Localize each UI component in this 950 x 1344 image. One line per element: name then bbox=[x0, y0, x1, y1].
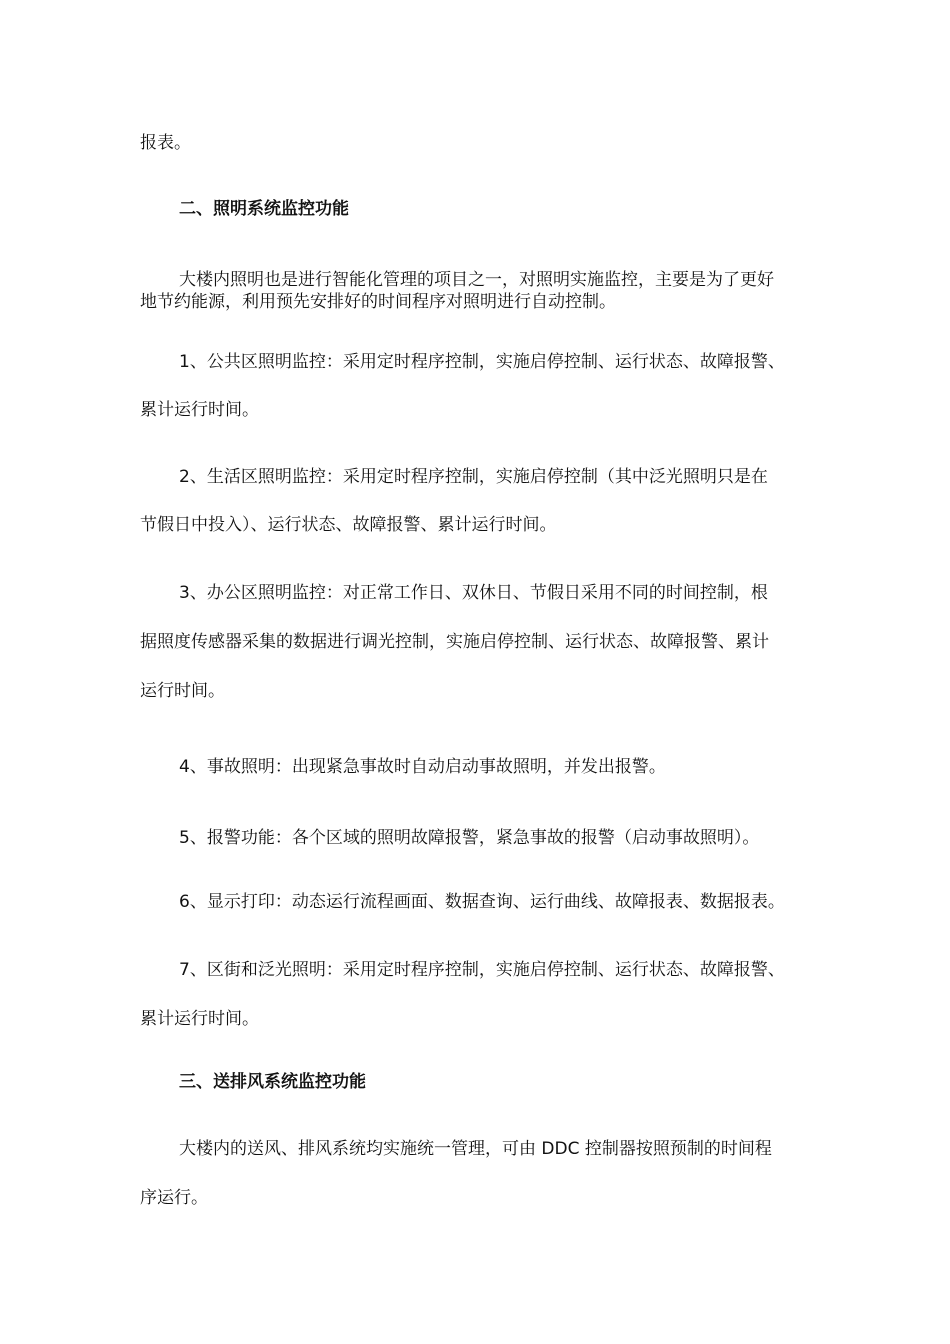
list-item-6-line: 6、显示打印：动态运行流程画面、数据查询、运行曲线、故障报表、数据报表。 bbox=[179, 892, 785, 912]
list-item-5-line: 5、报警功能：各个区域的照明故障报警，紧急事故的报警（启动事故照明）。 bbox=[179, 828, 760, 848]
section-heading-ventilation: 三、送排风系统监控功能 bbox=[179, 1072, 366, 1092]
paragraph-line: 报表。 bbox=[140, 133, 191, 153]
paragraph-line: 地节约能源，利用预先安排好的时间程序对照明进行自动控制。 bbox=[140, 292, 616, 312]
list-item-1-line: 累计运行时间。 bbox=[140, 400, 259, 420]
list-item-4-line: 4、事故照明：出现紧急事故时自动启动事故照明，并发出报警。 bbox=[179, 757, 666, 777]
list-item-1-line: 1、公共区照明监控：采用定时程序控制，实施启停控制、运行状态、故障报警、 bbox=[179, 352, 785, 372]
list-item-3-line: 运行时间。 bbox=[140, 681, 225, 701]
paragraph-line: 序运行。 bbox=[140, 1188, 208, 1208]
list-item-2-line: 节假日中投入）、运行状态、故障报警、累计运行时间。 bbox=[140, 515, 557, 535]
list-item-2-line: 2、生活区照明监控：采用定时程序控制，实施启停控制（其中泛光照明只是在 bbox=[179, 467, 768, 487]
paragraph-line: 大楼内照明也是进行智能化管理的项目之一，对照明实施监控，主要是为了更好 bbox=[179, 270, 774, 290]
list-item-7-line: 7、区街和泛光照明：采用定时程序控制，实施启停控制、运行状态、故障报警、 bbox=[179, 960, 785, 980]
list-item-3-line: 3、办公区照明监控：对正常工作日、双休日、节假日采用不同的时间控制，根 bbox=[179, 583, 768, 603]
list-item-3-line: 据照度传感器采集的数据进行调光控制，实施启停控制、运行状态、故障报警、累计 bbox=[140, 632, 769, 652]
section-heading-lighting: 二、照明系统监控功能 bbox=[179, 199, 349, 219]
list-item-7-line: 累计运行时间。 bbox=[140, 1009, 259, 1029]
paragraph-line: 大楼内的送风、排风系统均实施统一管理，可由 DDC 控制器按照预制的时间程 bbox=[179, 1139, 772, 1159]
